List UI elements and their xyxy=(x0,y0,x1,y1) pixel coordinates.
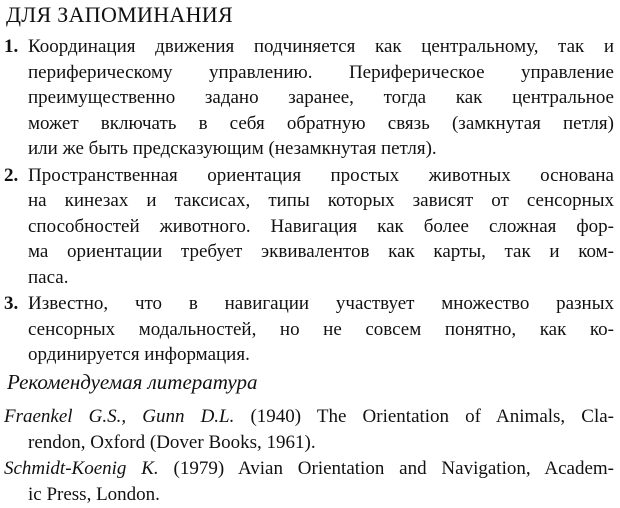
reference-authors: Schmidt-Koenig K. xyxy=(4,458,159,479)
item-number: 1. xyxy=(4,36,19,57)
reference-details: (1940) The Orientation of Animals, Cla- xyxy=(234,406,614,427)
item-text-line: ординируется информация. xyxy=(28,344,250,365)
item-text-line: может включать в себя обратную связь (замкнутая петля) xyxy=(28,112,614,134)
reference-line xyxy=(4,456,614,482)
item-text-line: Пространственная ориентация простых животных основана xyxy=(28,164,614,186)
item-text-line: способностей животного. Навигация как более сложная фор- xyxy=(28,215,614,237)
item-text-line: периферическому управлению. Периферическое управление xyxy=(28,61,614,83)
item-text-line: Известно, что в навигации участвует множество разных xyxy=(28,293,614,314)
reference-entry xyxy=(4,404,614,455)
reference-entry xyxy=(4,456,614,507)
reference-authors: Fraenkel G.S., Gunn D.L. xyxy=(4,406,235,427)
reference-continuation: ic Press, London. xyxy=(28,483,160,505)
literature-heading: Рекомендуемая литература xyxy=(7,370,258,394)
list-item xyxy=(4,163,614,291)
reference-list xyxy=(4,404,614,508)
summary-list xyxy=(4,34,614,369)
reference-details: (1979) Avian Orientation and Navigation, Academ- xyxy=(158,458,614,479)
item-number: 2. xyxy=(4,164,19,186)
reference-continuation: rendon, Oxford (Dover Books, 1961). xyxy=(28,431,316,453)
item-text-line: Координация движения подчиняется как центральному, так и xyxy=(28,36,614,57)
reference-line xyxy=(4,404,614,430)
section-heading: ДЛЯ ЗАПОМИНАНИЯ xyxy=(6,2,233,27)
item-text-line: ма ориентации требует эквивалентов как карты, так и ком- xyxy=(28,241,614,262)
item-text-line: преимущественно задано заранее, тогда как центральное xyxy=(28,87,614,108)
list-item xyxy=(4,34,614,162)
item-text-line: сенсорных модальностей, но не совсем понятно, как ко- xyxy=(28,318,614,340)
item-text-line: на кинезах и таксисах, типы которых зависят от сенсорных xyxy=(28,190,614,211)
item-text-line: или же быть предсказующим (незамкнутая петля). xyxy=(28,138,437,159)
list-item xyxy=(4,291,614,368)
item-number: 3. xyxy=(4,293,19,314)
item-text-line: паса. xyxy=(28,266,69,288)
